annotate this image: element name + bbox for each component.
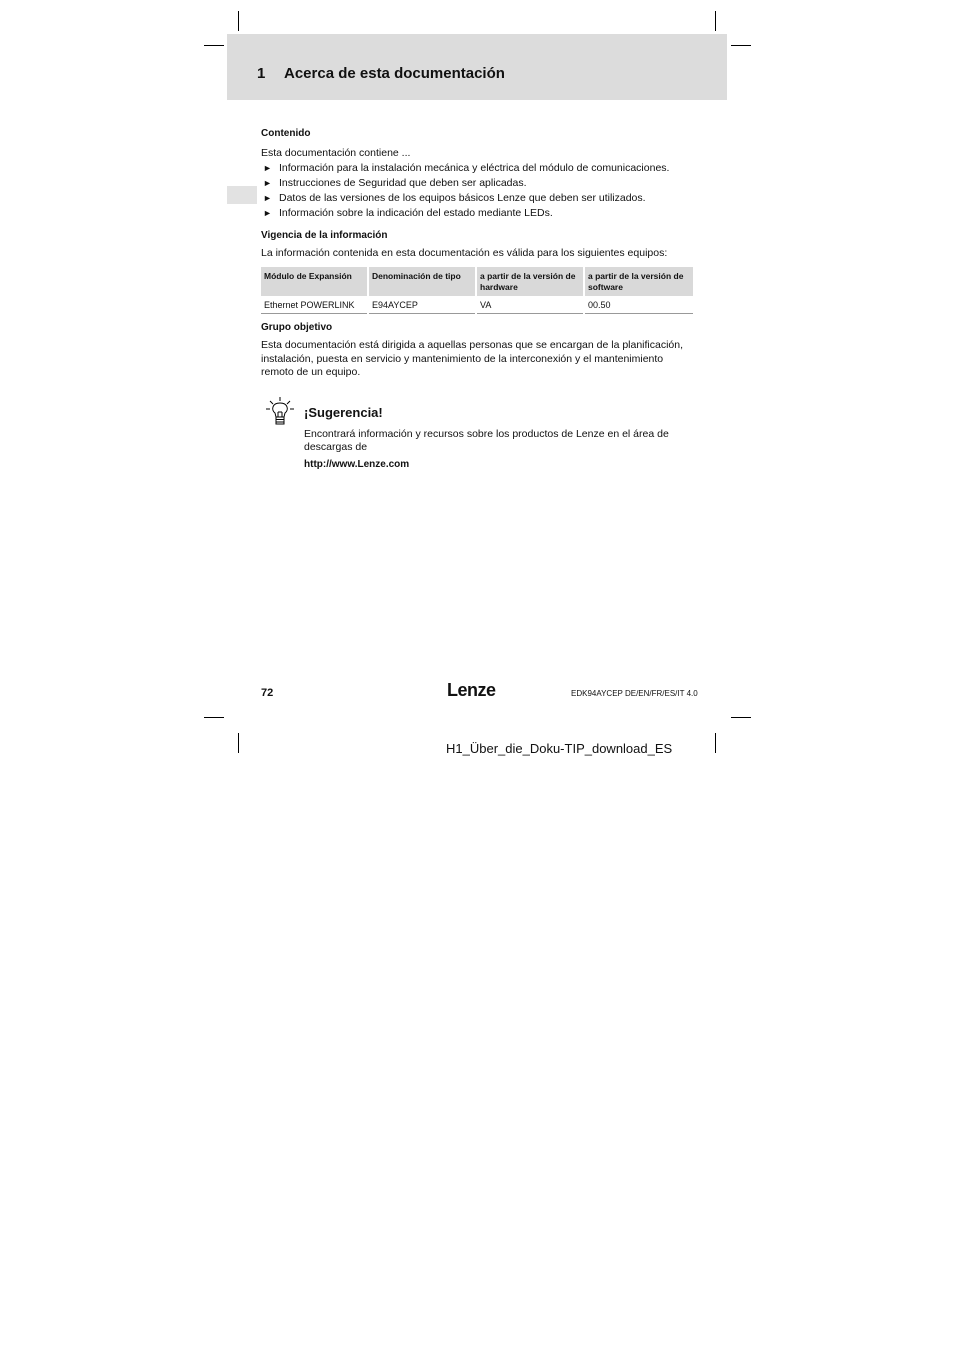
table-cell: E94AYCEP xyxy=(369,296,475,314)
table-header-cell: Denominación de tipo xyxy=(369,267,475,296)
side-tab-marker xyxy=(227,186,257,204)
crop-mark xyxy=(238,11,239,31)
table-cell: Ethernet POWERLINK xyxy=(261,296,367,314)
table-cell: 00.50 xyxy=(585,296,693,314)
file-label: H1_Über_die_Doku-TIP_download_ES xyxy=(446,741,673,756)
crop-mark xyxy=(238,733,239,753)
table-row xyxy=(261,296,693,314)
tip-title: ¡Sugerencia! xyxy=(304,405,383,420)
crop-mark xyxy=(715,733,716,753)
validity-heading: Vigencia de la información xyxy=(261,229,388,241)
list-item: ► Instrucciones de Seguridad que deben ser aplicadas. xyxy=(263,176,527,189)
crop-mark xyxy=(731,717,751,718)
chapter-number: 1 xyxy=(257,65,266,82)
validity-text: La información contenida en esta documentación es válida para los siguientes equipos: xyxy=(261,246,668,259)
crop-mark xyxy=(204,45,224,46)
list-item: ► Datos de las versiones de los equipos básicos Lenze que deben ser utilizados. xyxy=(263,191,646,204)
contents-intro: Esta documentación contiene ... xyxy=(261,147,411,159)
chapter-title xyxy=(257,65,505,83)
bullet-arrow-icon: ► xyxy=(263,192,272,203)
contents-heading: Contenido xyxy=(261,128,311,139)
lenze-logo: Lenze xyxy=(447,680,496,700)
chapter-title-text: Acerca de esta documentación xyxy=(284,65,505,82)
target-group-text: Esta documentación está dirigida a aquellas personas que se encargan de la planificación, instalación, puesta en servicio y mantenimiento de la interconexión y el mantenimiento remoto de un equipo. xyxy=(261,339,684,378)
table-header-cell: a partir de la versión de software xyxy=(585,267,693,296)
document-id: EDK94AYCEP DE/EN/FR/ES/IT 4.0 xyxy=(571,689,698,698)
list-item: ► Información para la instalación mecánica y eléctrica del módulo de comunicaciones. xyxy=(263,161,670,174)
table-header-row xyxy=(261,267,693,296)
bullet-arrow-icon: ► xyxy=(263,207,272,218)
device-version-table xyxy=(259,267,695,314)
table-header-cell: a partir de la versión de hardware xyxy=(477,267,583,296)
contents-bullet-list xyxy=(261,161,695,221)
tip-text: Encontrará información y recursos sobre los productos de Lenze en el área de descargas de xyxy=(304,428,669,453)
bullet-arrow-icon: ► xyxy=(263,162,272,173)
bullet-arrow-icon: ► xyxy=(263,177,272,188)
crop-mark xyxy=(715,11,716,31)
tip-link[interactable]: http://www.Lenze.com xyxy=(304,459,410,470)
list-item: ► Información sobre la indicación del estado mediante LEDs. xyxy=(263,206,553,219)
lightbulb-icon xyxy=(265,396,295,426)
crop-mark xyxy=(731,45,751,46)
page-number: 72 xyxy=(261,687,274,699)
table-cell: VA xyxy=(477,296,583,314)
main-content xyxy=(261,127,695,380)
target-group-heading: Grupo objetivo xyxy=(261,322,333,333)
crop-mark xyxy=(204,717,224,718)
table-header-cell: Módulo de Expansión xyxy=(261,267,367,296)
